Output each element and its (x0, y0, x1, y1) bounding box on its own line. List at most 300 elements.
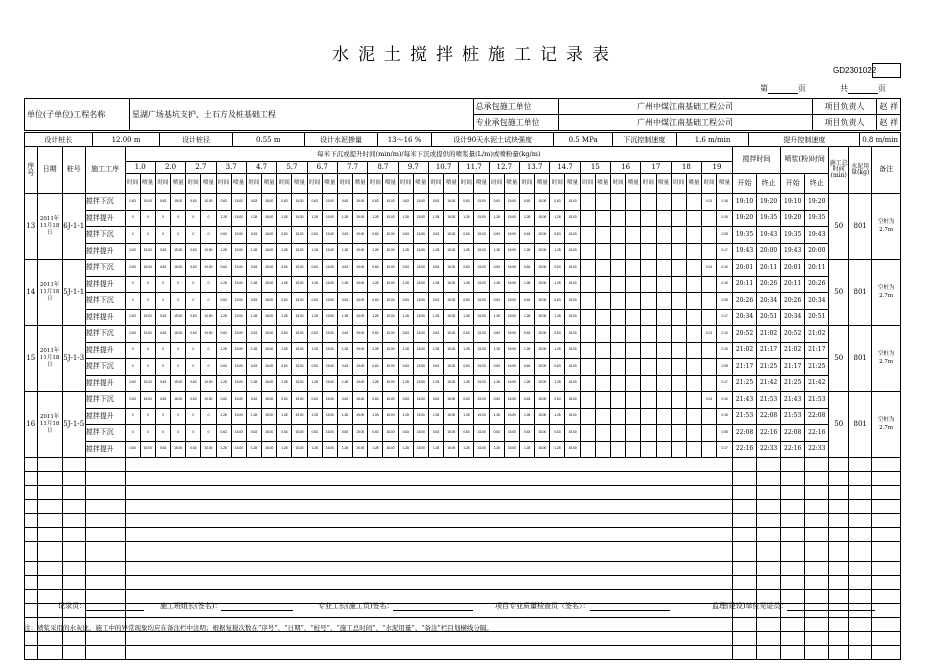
value-cell (611, 210, 626, 227)
value-cell: 15.00 (565, 243, 580, 260)
empty-cell (62, 528, 85, 542)
page-total (840, 83, 886, 94)
value-cell: 0.63 (186, 326, 201, 343)
value-cell: 0.63 (277, 260, 292, 277)
foreman-field[interactable] (393, 602, 473, 611)
value-cell: 1.28 (398, 276, 413, 293)
value-cell: 0.63 (337, 392, 352, 409)
empty-cell (37, 632, 62, 646)
value-cell: 1.28 (368, 342, 383, 359)
mix-end-cell: 20:00 (757, 243, 781, 260)
value-cell: 15.00 (413, 326, 428, 343)
value-cell: 0.63 (125, 326, 140, 343)
value-cell: 15.00 (535, 359, 550, 376)
value-cell (595, 194, 610, 211)
value-cell: 15.00 (504, 243, 519, 260)
value-cell: 0 (155, 293, 170, 310)
value-cell: 15.00 (383, 326, 398, 343)
value-cell: 15.00 (231, 342, 246, 359)
value-cell (580, 342, 595, 359)
value-cell: 1.28 (277, 210, 292, 227)
seq-cell: 16 (25, 392, 38, 458)
project-manager-value: 赵 祥 (877, 99, 901, 115)
recorder-field[interactable] (86, 602, 144, 611)
value-cell: 1.28 (428, 408, 443, 425)
value-cell (671, 210, 686, 227)
value-cell (656, 194, 671, 211)
value-cell: 15.00 (444, 227, 459, 244)
empty-cell (62, 500, 85, 514)
value-cell: 15.00 (171, 326, 186, 343)
time-subheader: 时间 (398, 174, 413, 194)
value-cell: 15.00 (565, 260, 580, 277)
value-cell: 0.08 (717, 293, 733, 310)
empty-cell (125, 576, 732, 590)
mix-start-cell: 21:02 (732, 342, 756, 359)
value-cell: 15.00 (474, 359, 489, 376)
value-cell: 0.63 (489, 194, 504, 211)
empty-cell (25, 576, 38, 590)
value-cell (656, 359, 671, 376)
value-cell: 0.63 (489, 392, 504, 409)
spray-start-cell: 19:35 (781, 227, 805, 244)
empty-cell (37, 514, 62, 528)
value-cell (626, 359, 641, 376)
seq-header: 序号 (25, 147, 38, 194)
empty-cell (872, 576, 901, 590)
value-cell: 0.63 (519, 227, 534, 244)
empty-cell (85, 576, 125, 590)
depth-header: 2.0 (155, 162, 185, 174)
empty-cell (872, 472, 901, 486)
mix-end-cell: 21:42 (757, 375, 781, 392)
value-cell: 0.63 (155, 194, 170, 211)
value-cell (611, 342, 626, 359)
value-cell: 15.00 (322, 227, 337, 244)
value-cell (595, 293, 610, 310)
value-cell: 15.00 (292, 342, 307, 359)
value-cell: 15.00 (504, 342, 519, 359)
value-cell (595, 227, 610, 244)
value-cell: 15.00 (383, 441, 398, 458)
value-cell: 0 (186, 276, 201, 293)
value-cell (686, 425, 701, 442)
team-leader-field[interactable] (221, 602, 293, 611)
spray-end-cell: 20:26 (805, 276, 829, 293)
cement-label: 设计水泥掺量 (304, 133, 377, 147)
value-cell: 0 (171, 408, 186, 425)
empty-row (25, 458, 901, 472)
depth-header: 14.7 (550, 162, 580, 174)
value-cell: 15.00 (262, 210, 277, 227)
value-cell: 1.28 (277, 309, 292, 326)
value-cell: 0.63 (186, 243, 201, 260)
value-cell: 15.00 (535, 293, 550, 310)
seq-cell: 14 (25, 260, 38, 326)
value-cell (686, 210, 701, 227)
value-cell: 0.63 (277, 392, 292, 409)
value-cell: 15.00 (504, 309, 519, 326)
value-cell: 0.10 (717, 326, 733, 343)
value-cell: 0 (186, 227, 201, 244)
value-cell: 0.63 (428, 359, 443, 376)
empty-cell (829, 646, 849, 660)
value-cell: 15.00 (383, 342, 398, 359)
value-cell: 0.63 (368, 227, 383, 244)
header-table (24, 98, 901, 131)
value-cell: 15.00 (322, 194, 337, 211)
value-cell: 15.00 (171, 194, 186, 211)
value-cell: 15.00 (565, 425, 580, 442)
empty-cell (25, 458, 38, 472)
spray-end-cell: 20:34 (805, 293, 829, 310)
value-cell: 0.63 (155, 441, 170, 458)
spray-time-header: 喷浆(粉)时间 (781, 147, 829, 174)
empty-cell (805, 632, 829, 646)
empty-cell (732, 514, 756, 528)
spray-subheader: 喷量 (474, 174, 489, 194)
value-cell: 0.63 (459, 425, 474, 442)
spray-end-cell: 21:42 (805, 375, 829, 392)
remark-cell: 空桩为2.7m (872, 260, 901, 326)
value-cell (671, 293, 686, 310)
empty-row (25, 486, 901, 500)
value-cell: 1.28 (519, 408, 534, 425)
value-cell: 15.00 (444, 342, 459, 359)
value-cell: 15.00 (231, 441, 246, 458)
value-cell: 15.00 (353, 408, 368, 425)
empty-cell (805, 562, 829, 576)
empty-cell (25, 604, 38, 618)
value-cell: 0.63 (428, 227, 443, 244)
value-cell: 15.00 (535, 210, 550, 227)
spray-subheader: 喷量 (140, 174, 155, 194)
value-cell: 0.08 (717, 425, 733, 442)
value-cell (641, 359, 656, 376)
empty-cell (757, 486, 781, 500)
value-cell (686, 227, 701, 244)
mix-start-cell: 19:35 (732, 227, 756, 244)
spray-start-cell: 22:16 (781, 441, 805, 458)
depth-header: 8.7 (368, 162, 398, 174)
value-cell: 1.28 (550, 375, 565, 392)
value-cell: 0.63 (459, 260, 474, 277)
value-cell: 1.28 (337, 276, 352, 293)
empty-cell (62, 646, 85, 660)
value-cell: 0.63 (246, 359, 261, 376)
value-cell: 15.00 (444, 375, 459, 392)
value-cell: 0.63 (307, 392, 322, 409)
empty-cell (849, 632, 872, 646)
value-cell: 15.00 (322, 408, 337, 425)
value-cell: 0.63 (216, 326, 231, 343)
spray-end-cell: 21:17 (805, 342, 829, 359)
time-subheader: 时间 (580, 174, 595, 194)
depth-header: 6.7 (307, 162, 337, 174)
empty-cell (781, 514, 805, 528)
empty-cell (37, 458, 62, 472)
value-cell: 15.00 (474, 243, 489, 260)
value-cell: 1.28 (307, 342, 322, 359)
value-cell: 0.63 (186, 392, 201, 409)
value-cell (686, 375, 701, 392)
value-cell (611, 243, 626, 260)
value-cell: 15.00 (474, 194, 489, 211)
value-cell: 0.63 (125, 309, 140, 326)
value-cell: 15.00 (413, 260, 428, 277)
value-cell: 15.00 (262, 342, 277, 359)
empty-cell (62, 542, 85, 562)
value-cell: 0.63 (186, 260, 201, 277)
value-cell (626, 326, 641, 343)
value-cell: 0.63 (489, 293, 504, 310)
value-cell: 0.63 (155, 243, 170, 260)
value-cell: 0.63 (337, 194, 352, 211)
value-cell: 15.00 (231, 392, 246, 409)
value-cell: 0.17 (717, 375, 733, 392)
value-cell (641, 375, 656, 392)
mix-start-cell: 20:26 (732, 293, 756, 310)
supervisor-field[interactable] (787, 602, 875, 611)
empty-cell (37, 500, 62, 514)
value-cell (702, 441, 717, 458)
value-cell (626, 342, 641, 359)
value-cell (626, 276, 641, 293)
page-current-field[interactable] (768, 84, 798, 94)
spray-end-cell: 20:00 (805, 243, 829, 260)
time-subheader: 时间 (428, 174, 443, 194)
value-cell: 15.00 (535, 243, 550, 260)
empty-cell (805, 646, 829, 660)
page-di-label: 第 (760, 84, 768, 93)
value-cell (580, 293, 595, 310)
value-cell: 0 (155, 359, 170, 376)
value-cell: 0.63 (125, 194, 140, 211)
value-cell: 1.28 (277, 375, 292, 392)
value-cell: 1.28 (428, 210, 443, 227)
value-cell: 15.00 (262, 375, 277, 392)
value-cell: 0.63 (125, 441, 140, 458)
total-time-cell: 50 (829, 260, 849, 326)
time-subheader: 时间 (489, 174, 504, 194)
value-cell: 1.28 (307, 408, 322, 425)
supervisor-label: 监理(建设)单位见证员： (712, 602, 788, 610)
value-cell: 0.63 (368, 194, 383, 211)
value-cell: 15.00 (504, 293, 519, 310)
time-subheader: 时间 (671, 174, 686, 194)
value-cell: 1.28 (489, 441, 504, 458)
value-cell: 15.00 (322, 293, 337, 310)
value-cell: 15.00 (565, 441, 580, 458)
time-subheader: 时间 (702, 174, 717, 194)
code-box[interactable] (872, 63, 901, 78)
value-cell (686, 194, 701, 211)
value-cell (641, 260, 656, 277)
value-cell: 0.63 (216, 194, 231, 211)
value-cell: 15.00 (444, 326, 459, 343)
value-cell (656, 441, 671, 458)
spray-end-cell: 22:08 (805, 408, 829, 425)
empty-cell (85, 458, 125, 472)
value-cell: 15.00 (474, 260, 489, 277)
spray-subheader: 喷量 (565, 174, 580, 194)
value-cell: 15.00 (565, 326, 580, 343)
value-cell (671, 227, 686, 244)
spray-end-cell: 22:33 (805, 441, 829, 458)
page-total-field[interactable] (848, 84, 878, 94)
value-cell: 1.28 (337, 441, 352, 458)
empty-cell (125, 458, 732, 472)
mix-start-cell: 21:25 (732, 375, 756, 392)
value-cell (626, 441, 641, 458)
value-cell: 1.28 (246, 243, 261, 260)
value-cell: 0 (171, 359, 186, 376)
value-cell: 15.00 (474, 392, 489, 409)
value-cell: 15.00 (504, 326, 519, 343)
empty-cell (781, 632, 805, 646)
value-cell: 0 (155, 210, 170, 227)
time-subheader: 时间 (155, 174, 170, 194)
value-cell: 15.00 (565, 392, 580, 409)
value-cell: 0 (186, 293, 201, 310)
value-cell: 0.63 (307, 359, 322, 376)
value-cell: 1.28 (337, 408, 352, 425)
value-cell: 0.63 (459, 359, 474, 376)
value-cell: 15.00 (413, 425, 428, 442)
value-cell (702, 408, 717, 425)
value-cell: 0.63 (125, 375, 140, 392)
empty-cell (829, 486, 849, 500)
spray-subheader: 喷量 (353, 174, 368, 194)
value-cell: 15.00 (353, 441, 368, 458)
value-cell: 1.28 (337, 375, 352, 392)
value-cell: 0 (201, 293, 216, 310)
value-cell (626, 309, 641, 326)
empty-cell (757, 542, 781, 562)
value-cell (686, 309, 701, 326)
value-cell (702, 227, 717, 244)
spray-end-cell: 21:53 (805, 392, 829, 409)
depth-header: 10.7 (428, 162, 458, 174)
value-cell (702, 359, 717, 376)
value-cell: 15.00 (140, 243, 155, 260)
mix-end-cell: 20:34 (757, 293, 781, 310)
value-cell: 15.00 (413, 342, 428, 359)
recorder-label: 记录员： (58, 602, 86, 610)
value-cell: 0 (140, 210, 155, 227)
page-ye-label: 页 (798, 84, 806, 93)
params-table (24, 132, 901, 147)
value-cell: 15.00 (353, 243, 368, 260)
value-cell: 0.63 (519, 293, 534, 310)
value-cell: 0.63 (216, 359, 231, 376)
pile-length-label: 设计桩长 (25, 133, 93, 147)
date-cell: 2011年11月18日 (37, 194, 62, 260)
spray-start-cell: 20:11 (781, 276, 805, 293)
empty-cell (25, 514, 38, 528)
value-cell: 15.00 (504, 375, 519, 392)
mix-start-cell: 21:17 (732, 359, 756, 376)
time-subheader: 时间 (611, 174, 626, 194)
value-cell: 1.28 (550, 408, 565, 425)
empty-cell (872, 646, 901, 660)
value-cell: 0 (171, 425, 186, 442)
value-cell: 1.28 (216, 276, 231, 293)
value-cell: 1.28 (519, 441, 534, 458)
value-cell: 1.28 (550, 309, 565, 326)
mix-end-cell: 19:20 (757, 194, 781, 211)
value-cell: 0.15 (717, 408, 733, 425)
value-cell: 15.00 (231, 359, 246, 376)
value-cell: 0.63 (519, 326, 534, 343)
value-cell: 0.63 (155, 260, 170, 277)
value-cell: 15.00 (413, 276, 428, 293)
value-cell: 15.00 (262, 309, 277, 326)
value-cell: 15.00 (383, 425, 398, 442)
general-contractor-value: 广州中煤江南基础工程公司 (558, 99, 812, 115)
spray-start-cell: 20:01 (781, 260, 805, 277)
value-cell (671, 260, 686, 277)
stage-cell: 搅拌下沉 (85, 425, 125, 442)
value-cell: 15.00 (474, 276, 489, 293)
project-manager2-label: 项目负责人 (812, 115, 877, 131)
empty-cell (85, 486, 125, 500)
empty-cell (62, 562, 85, 576)
value-cell: 15.00 (535, 392, 550, 409)
value-cell: 1.28 (216, 375, 231, 392)
mix-start-cell: 20:34 (732, 309, 756, 326)
value-cell: 15.00 (383, 359, 398, 376)
value-cell: 0.63 (155, 392, 170, 409)
spray-subheader: 喷量 (322, 174, 337, 194)
value-cell (702, 276, 717, 293)
empty-cell (125, 562, 732, 576)
empty-cell (829, 632, 849, 646)
value-cell (626, 243, 641, 260)
empty-cell (872, 618, 901, 632)
value-cell: 0.01 (702, 260, 717, 277)
qc-field[interactable] (590, 602, 670, 611)
empty-cell (781, 500, 805, 514)
spray-start-header: 开始 (781, 174, 805, 194)
document-code: GD2301022 (833, 66, 877, 75)
value-cell: 1.28 (368, 441, 383, 458)
value-cell (580, 375, 595, 392)
specialist-contractor-label: 专业承包施工单位 (473, 115, 558, 131)
empty-cell (757, 632, 781, 646)
value-cell: 1.28 (368, 408, 383, 425)
value-cell: 0 (171, 227, 186, 244)
value-cell (671, 392, 686, 409)
value-cell: 15.00 (292, 392, 307, 409)
empty-cell (757, 528, 781, 542)
value-cell: 15.00 (322, 441, 337, 458)
cement-cell: 801 (849, 260, 872, 326)
value-cell: 0.63 (125, 260, 140, 277)
value-cell: 1.28 (550, 243, 565, 260)
value-cell: 1.28 (519, 276, 534, 293)
value-cell: 1.28 (337, 243, 352, 260)
mix-end-cell: 20:11 (757, 260, 781, 277)
value-cell (656, 326, 671, 343)
value-cell: 0.18 (717, 194, 733, 211)
value-cell: 15.00 (262, 243, 277, 260)
spray-subheader: 喷量 (717, 174, 733, 194)
empty-cell (125, 632, 732, 646)
mix-end-cell: 21:17 (757, 342, 781, 359)
value-cell: 0 (186, 359, 201, 376)
empty-cell (62, 458, 85, 472)
